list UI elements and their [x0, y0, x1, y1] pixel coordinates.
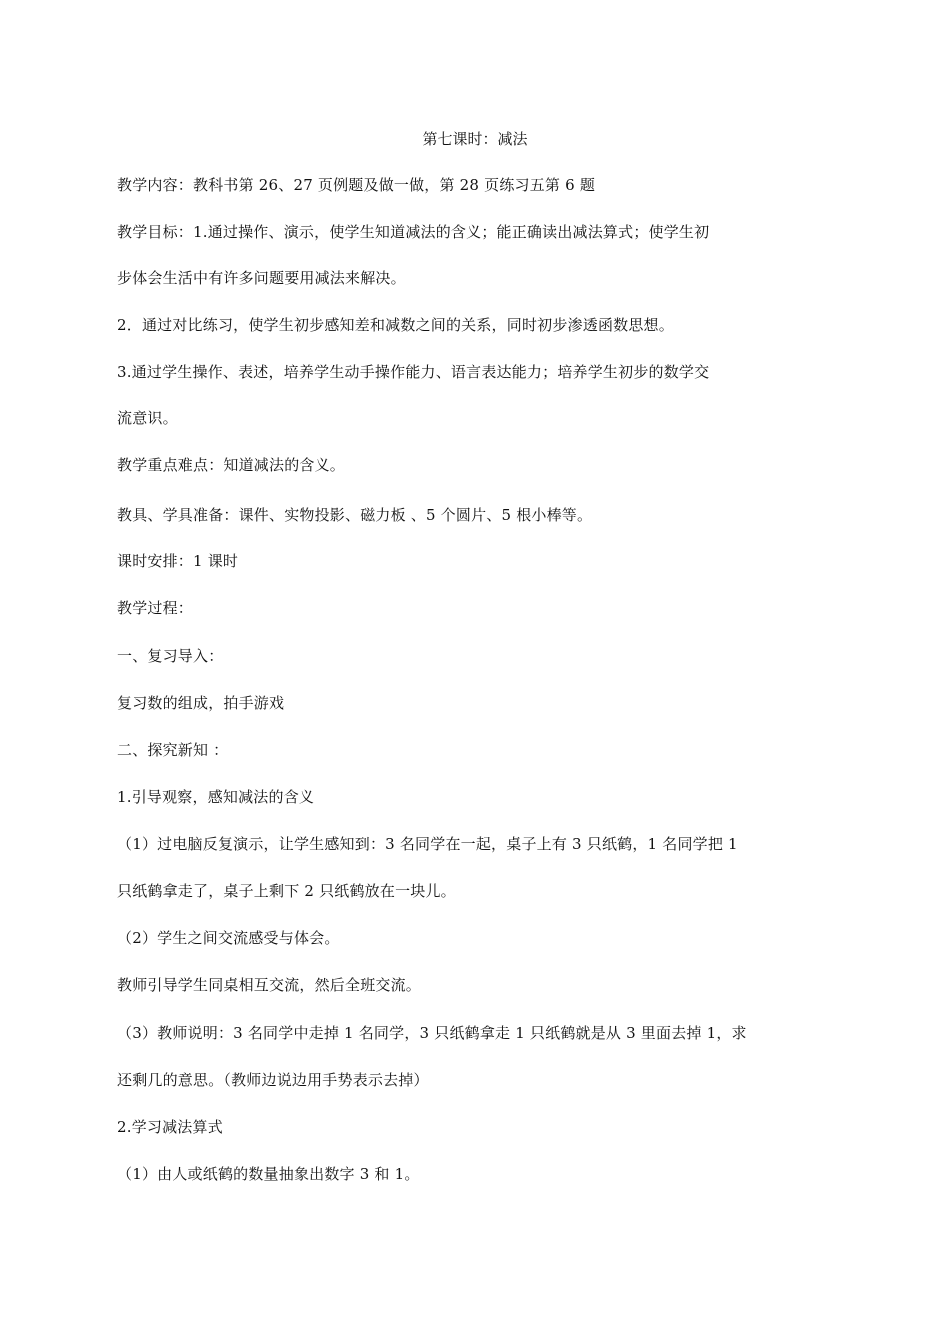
- teaching-goal-item-3-line-1: 3.通过学生操作、表述，培养学生动手操作能力、语言表达能力；培养学生初步的数学交: [117, 363, 710, 381]
- key-points-line: 教学重点难点：知道减法的含义。: [117, 456, 346, 474]
- teacher-guide-line: 教师引导学生同桌相互交流，然后全班交流。: [117, 976, 422, 994]
- teaching-goal-line-1: 教学目标：1.通过操作、演示，使学生知道减法的含义；能正确读出减法算式；使学生初: [117, 223, 710, 241]
- subsection-one-heading: 1.引导观察，感知减法的含义: [117, 788, 315, 806]
- teaching-goal-item-3-line-2: 流意识。: [117, 409, 178, 427]
- subsection-two-heading: 2.学习减法算式: [117, 1118, 223, 1136]
- section-two-heading: 二、探究新知 ：: [117, 741, 229, 759]
- teaching-goal-line-2: 步体会生活中有许多问题要用减法来解决。: [117, 269, 406, 287]
- step-3-line-1: （3）教师说明：3 名同学中走掉 1 名同学，3 只纸鹤拿走 1 只纸鹤就是从 3 里面去掉 1，求: [117, 1024, 747, 1042]
- teaching-content-line: 教学内容：教科书第 26、27 页例题及做一做，第 28 页练习五第 6 题: [117, 176, 596, 194]
- step-1-line-1: （1）过电脑反复演示，让学生感知到：3 名同学在一起，桌子上有 3 只纸鹤，1 名同学把 1: [117, 835, 738, 853]
- step-3-line-2: 还剩几的意思。（教师边说边用手势表示去掉）: [117, 1071, 429, 1089]
- review-line: 复习数的组成，拍手游戏: [117, 694, 285, 712]
- process-heading: 教学过程：: [117, 599, 194, 617]
- schedule-line: 课时安排：1 课时: [117, 552, 239, 570]
- teaching-goal-item-2: 2．通过对比练习，使学生初步感知差和减数之间的关系，同时初步渗透函数思想。: [117, 316, 674, 334]
- step-1-line-2: 只纸鹤拿走了，桌子上剩下 2 只纸鹤放在一块儿。: [117, 882, 456, 900]
- document-title: 第七课时：减法: [422, 130, 528, 148]
- subsection-two-step-1: （1）由人或纸鹤的数量抽象出数字 3 和 1。: [117, 1165, 420, 1183]
- section-one-heading: 一、复习导入：: [117, 647, 224, 665]
- step-2-line: （2）学生之间交流感受与体会。: [117, 929, 340, 947]
- materials-line: 教具、学具准备：课件、实物投影、磁力板 、5 个圆片、5 根小棒等。: [117, 506, 593, 524]
